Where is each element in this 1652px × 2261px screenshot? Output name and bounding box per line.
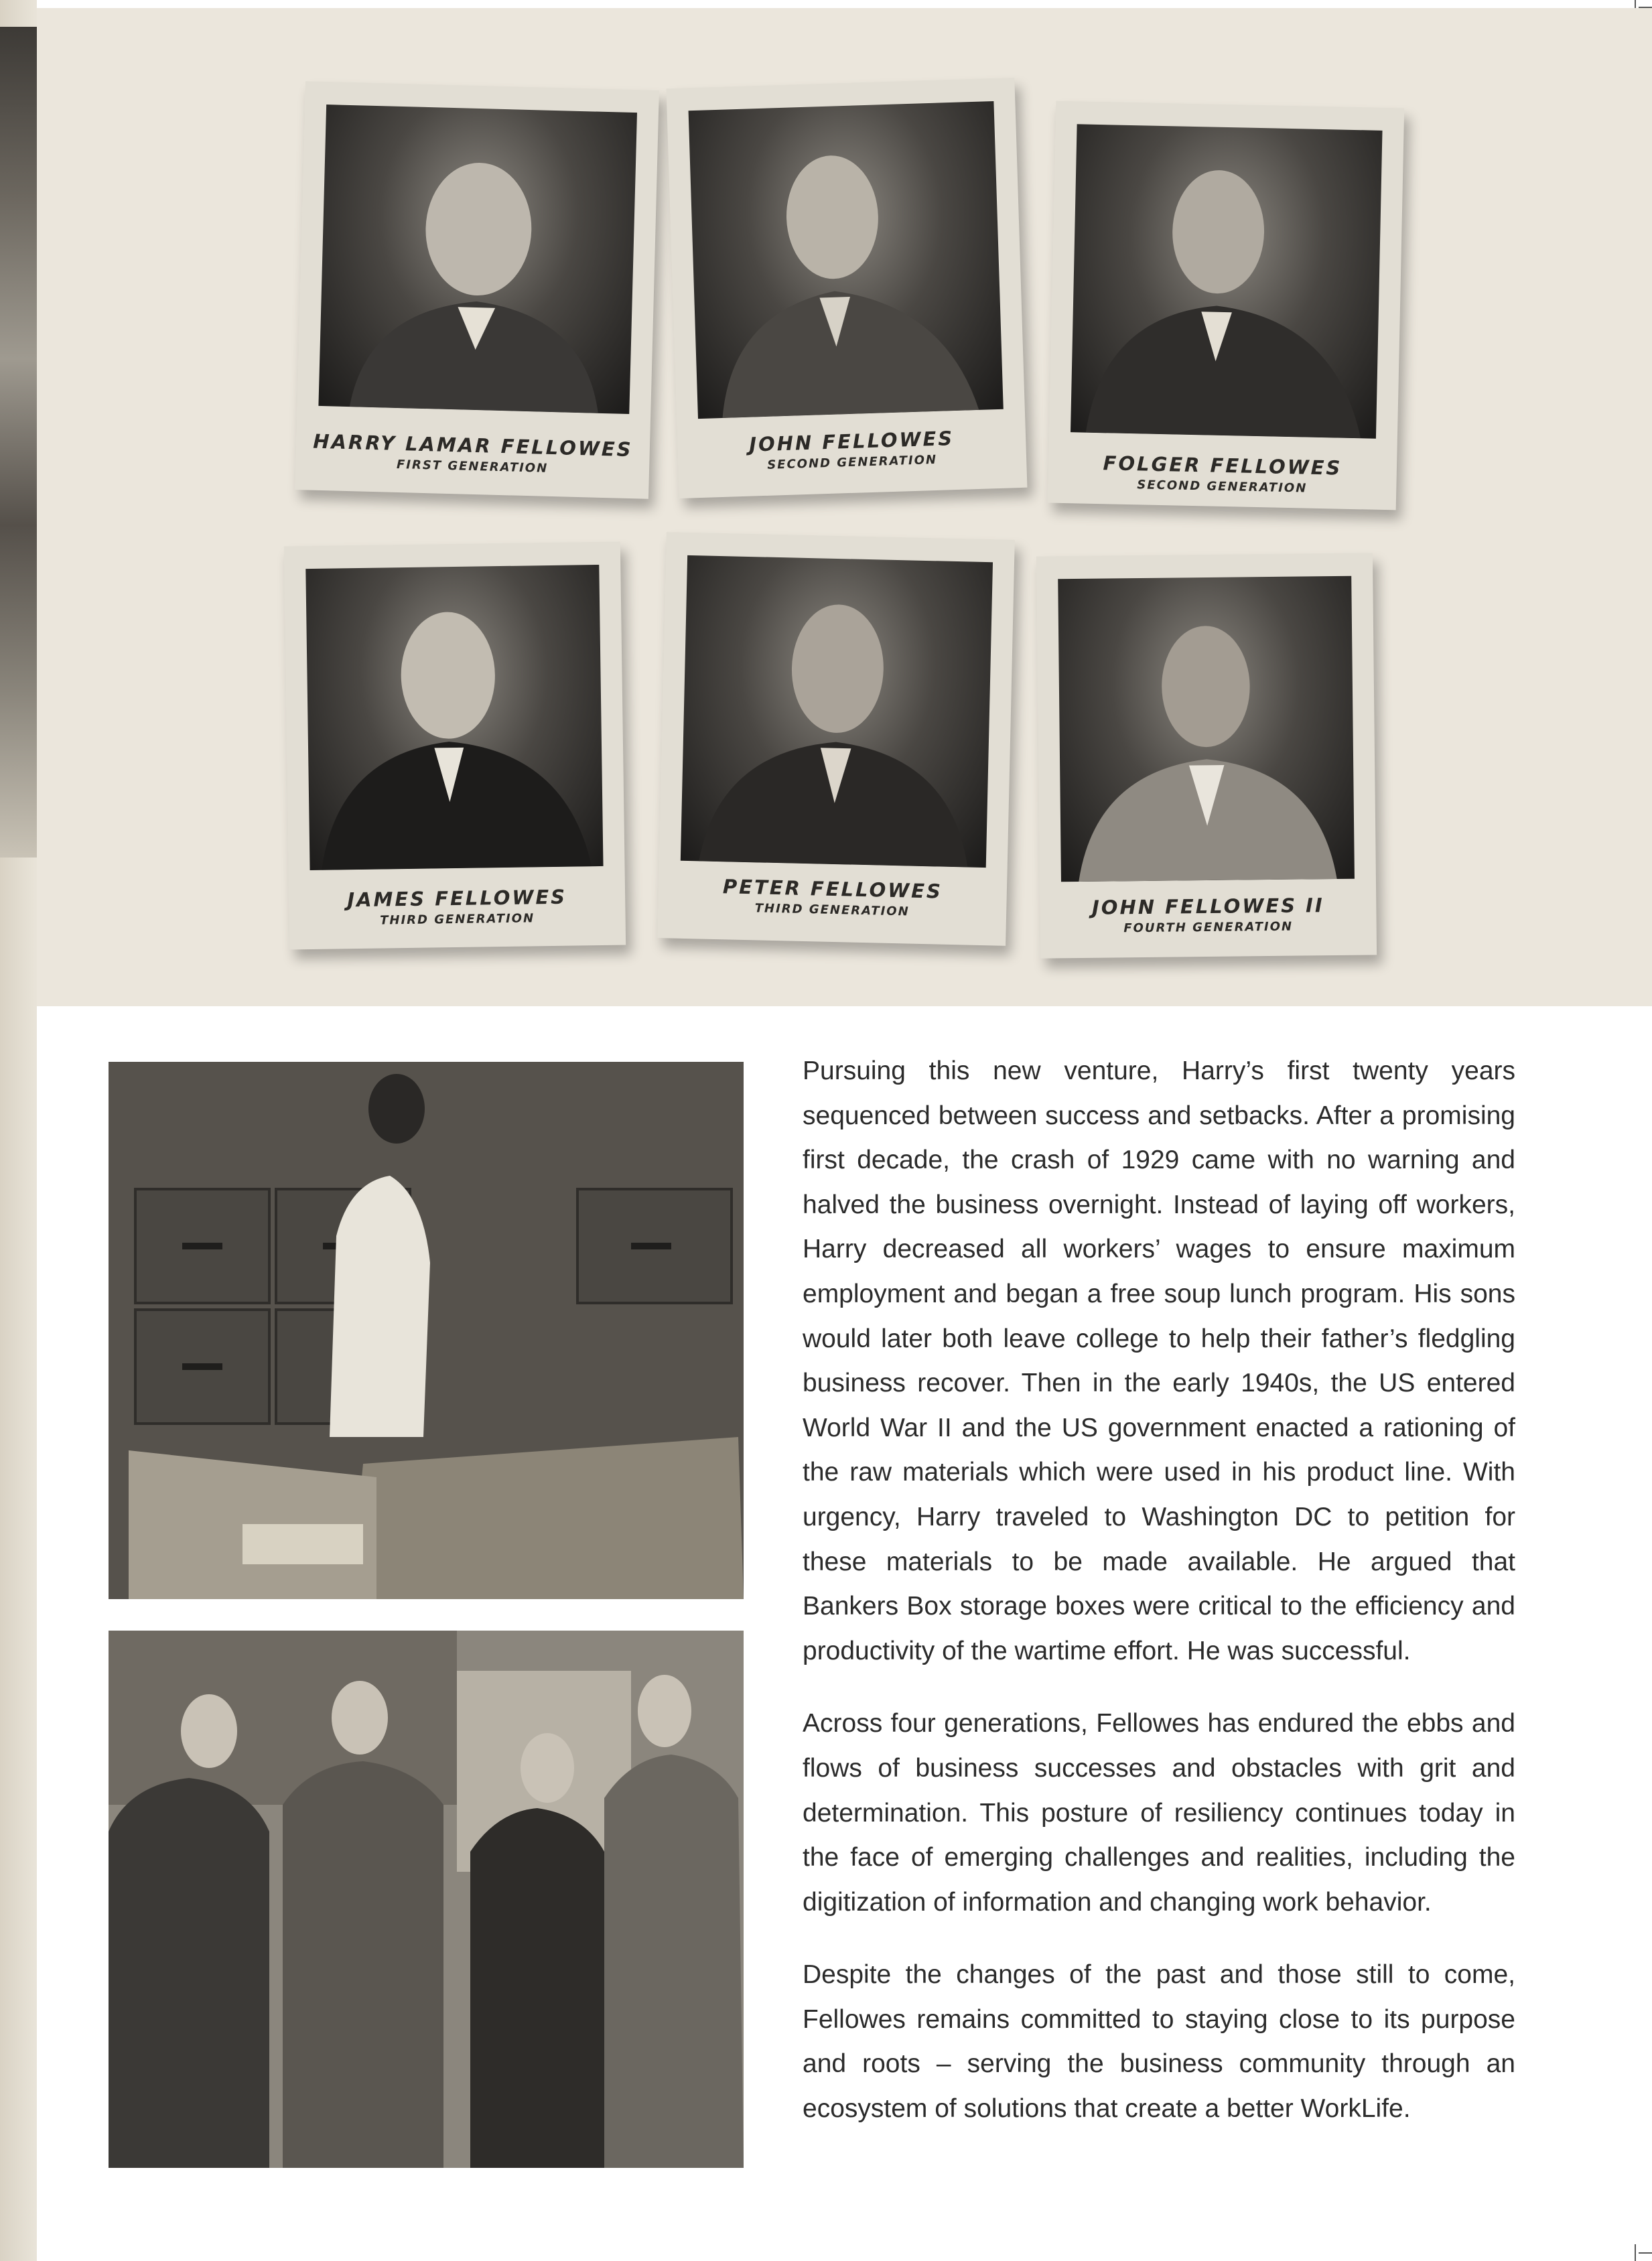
portrait-photo — [681, 555, 993, 868]
portrait-photo — [318, 105, 637, 414]
registration-mark-bottom — [1635, 2244, 1636, 2261]
portrait-generation: FOURTH GENERATION — [1123, 919, 1294, 936]
portrait-generation: THIRD GENERATION — [754, 901, 910, 919]
paragraph: Despite the changes of the past and those still to come, Fellowes remains committed to staying close to its purpose and roots – serving the business community through an ecosystem of solutions that create a better WorkLife. — [803, 1960, 1515, 2124]
portrait-card — [1036, 553, 1377, 958]
portrait-photo — [1058, 576, 1355, 882]
portrait-photo — [1071, 124, 1383, 438]
body-text — [803, 1049, 1515, 2160]
portrait-name: JOHN FELLOWES II — [1091, 894, 1324, 919]
portrait-card — [284, 542, 626, 950]
paragraph: Across four generations, Fellowes has endured the ebbs and flows of business successes and obstacles with grit and determination. This posture of resiliency continues today in the face of emerging challenges and realities, including the digitization of information and changing work behavior. — [803, 1709, 1515, 1917]
portrait-generation: SECOND GENERATION — [1137, 478, 1308, 496]
portrait-card — [1048, 101, 1404, 510]
portrait-card — [667, 78, 1028, 498]
portrait-name: FOLGER FELLOWES — [1103, 452, 1343, 480]
portrait-name: JAMES FELLOWES — [347, 885, 567, 912]
archival-photo-filing-cabinets — [109, 1062, 744, 1599]
portrait-card — [295, 81, 659, 499]
portrait-photo — [305, 565, 603, 870]
portrait-generation: SECOND GENERATION — [766, 452, 938, 472]
portrait-name: PETER FELLOWES — [722, 875, 943, 903]
portrait-photo — [689, 101, 1004, 419]
left-photo-strip — [0, 0, 37, 2261]
archival-photo-four-men — [109, 1631, 744, 2168]
portrait-name: HARRY LAMAR FELLOWES — [312, 429, 633, 462]
portrait-generation: THIRD GENERATION — [380, 911, 535, 928]
portrait-card — [657, 532, 1015, 946]
portrait-generation: FIRST GENERATION — [396, 457, 549, 476]
registration-mark-bottom-h — [1639, 2252, 1652, 2254]
left-photo-edge — [0, 27, 37, 858]
portrait-name: JOHN FELLOWES — [748, 427, 955, 456]
paragraph: Pursuing this new venture, Harry’s first twenty years sequenced between success and setbacks. After a promising first decade, the crash of 1929 came with no warning and halved the business overnight. Instead of laying off workers, Harry decreased all workers’ wages to ensure maximum employment and began a free soup lunch program. His sons would later both leave college to help their father’s fledgling business recover. Then in the early 1940s, the US entered World War II and the US government enacted a rationing of the raw materials which were used in his product line. With urgency, Harry traveled to Washington DC to petition for these materials to be made available. He argued that Bankers Box storage boxes were critical to the efficiency and productivity of the wartime effort. He was successful. — [803, 1056, 1515, 1665]
